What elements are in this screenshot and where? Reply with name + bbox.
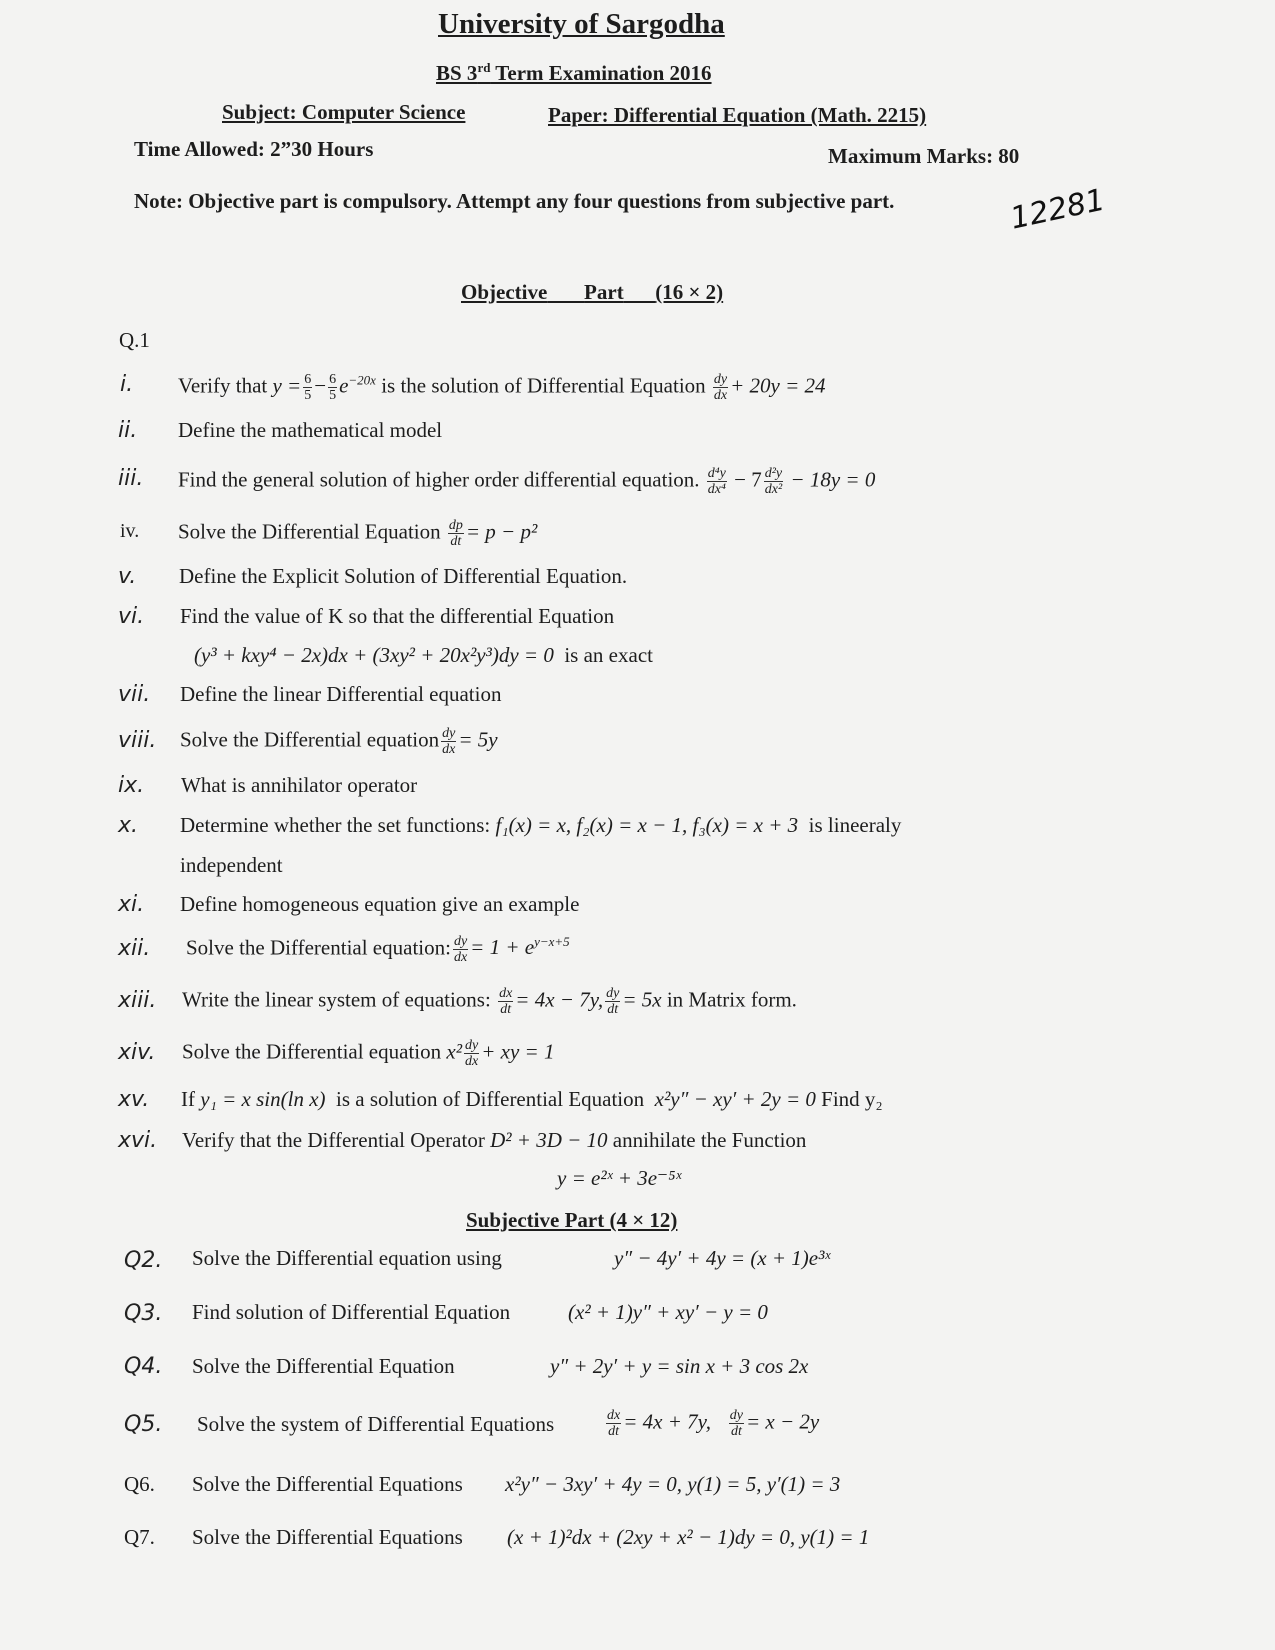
- item-number: iv.: [120, 520, 140, 542]
- time-allowed: Time Allowed: 2”30 Hours: [134, 137, 374, 161]
- item-number: i.: [120, 372, 134, 397]
- subjective-question: Solve the Differential Equations: [192, 1472, 463, 1496]
- exam-title: BS 3rd Term Examination 2016: [436, 60, 712, 85]
- item-number: viii.: [118, 728, 157, 753]
- item-number: xv.: [118, 1087, 150, 1112]
- item-number: iii.: [118, 466, 144, 491]
- subjective-equation: x²y″ − 3xy′ + 4y = 0, y(1) = 5, y′(1) = 3: [505, 1472, 841, 1496]
- item-number: xi.: [118, 892, 145, 917]
- objective-item-function: y = e²ˣ + 3e⁻⁵ˣ: [557, 1166, 682, 1190]
- objective-item: Verify that the Differential Operator D² + 3D − 10 annihilate the Function: [182, 1128, 807, 1152]
- item-number: xvi.: [118, 1128, 158, 1153]
- item-number: xii.: [118, 936, 151, 961]
- subjective-question: Solve the Differential equation using: [192, 1246, 502, 1270]
- subjective-question: Solve the Differential Equations: [192, 1525, 463, 1549]
- question-number: Q7.: [124, 1525, 155, 1549]
- objective-item-continued: independent: [180, 853, 283, 877]
- item-number: ii.: [118, 418, 138, 443]
- subjective-heading: Subjective Part (4 × 12): [466, 1208, 678, 1232]
- objective-item: Define the mathematical model: [178, 418, 443, 442]
- subjective-question: Solve the Differential Equation: [192, 1354, 455, 1378]
- objective-item: Solve the Differential Equation $\frac{dp}{dt}$ = p − p²: [178, 518, 538, 549]
- objective-item-equation: (y³ + kxy⁴ − 2x)dx + (3xy² + 20x²y³)dy = 0 is an exact: [194, 643, 653, 667]
- objective-heading: Objective Part (16 × 2): [461, 280, 724, 304]
- subjective-equation: (x + 1)²dx + (2xy + x² − 1)dy = 0, y(1) = 1: [507, 1525, 870, 1549]
- item-number: ix.: [118, 773, 145, 798]
- objective-item: Find the value of K so that the differential Equation: [180, 604, 615, 628]
- objective-item: If y₁ = x sin(ln x) is a solution of Differential Equation x²y″ − xy′ + 2y = 0 Find y₂: [181, 1087, 883, 1111]
- item-number: v.: [118, 564, 137, 589]
- question-number: Q4.: [124, 1354, 163, 1379]
- note: Note: Objective part is compulsory. Attempt any four questions from subjective part.: [134, 189, 895, 213]
- question-number: Q2.: [124, 1248, 163, 1273]
- subjective-equation: y″ − 4y′ + 4y = (x + 1)e³ˣ: [614, 1246, 831, 1270]
- subject-label: Subject: Computer Science: [222, 100, 466, 124]
- objective-item: What is annihilator operator: [181, 773, 418, 797]
- paper-label: Paper: Differential Equation (Math. 2215): [548, 103, 927, 127]
- q1-label: Q.1: [119, 328, 150, 352]
- item-number: vi.: [118, 604, 145, 629]
- subjective-equation: $\frac{dx}{dt}$ = 4x + 7y, $\frac{dy}{dt}$ = x − 2y: [607, 1408, 820, 1439]
- item-number: x.: [118, 813, 139, 838]
- item-number: vii.: [118, 682, 151, 707]
- question-number: Q5.: [124, 1412, 163, 1437]
- maximum-marks: Maximum Marks: 80: [828, 144, 1020, 168]
- objective-item: Determine whether the set functions: f₁(x) = x, f₂(x) = x − 1, f₃(x) = x + 3 is lineeraly: [180, 813, 902, 837]
- objective-item: Define the linear Differential equation: [180, 682, 502, 706]
- item-number: xiv.: [118, 1040, 156, 1065]
- university-title: University of Sargodha: [438, 8, 725, 40]
- subjective-question: Find solution of Differential Equation: [192, 1300, 511, 1324]
- item-number: xiii.: [118, 988, 157, 1013]
- question-number: Q3.: [124, 1301, 163, 1326]
- objective-item: Write the linear system of equations: $\frac{dx}{dt}$ = 4x − 7y, $\frac{dy}{dt}$ = 5x in Matrix form.: [182, 986, 797, 1017]
- objective-item: Define homogeneous equation give an example: [180, 892, 580, 916]
- objective-item: Solve the Differential equation $\frac{dy}{dx}$ = 5y: [180, 726, 498, 757]
- subjective-equation: y″ + 2y′ + y = sin x + 3 cos 2x: [550, 1354, 809, 1378]
- objective-item: Define the Explicit Solution of Differential Equation.: [179, 564, 628, 588]
- objective-item: Verify that y = $\frac{6}{5}$ − $\frac{6}{5}$ $e^{-20x}$ is the solution of Differential Equation $\frac{dy}{dx}$ + 20y = 24: [178, 372, 826, 403]
- subjective-question: Solve the system of Differential Equations: [197, 1412, 555, 1436]
- objective-item: Solve the Differential equation: $\frac{dy}{dx}$ = $1 + e^{y-x+5}$: [186, 934, 570, 965]
- objective-item: Find the general solution of higher order differential equation. $\frac{\text{d⁴y}}{\text{dx⁴}}$ − 7 $\frac{\text{d²y}}{\text{dx²}}$ − 18y = 0: [178, 466, 876, 497]
- question-number: Q6.: [124, 1472, 155, 1496]
- objective-item: Solve the Differential equation x² $\frac{dy}{dx}$ + xy = 1: [182, 1038, 555, 1069]
- subjective-equation: (x² + 1)y″ + xy′ − y = 0: [568, 1300, 768, 1324]
- handwritten-number: 12281: [1007, 182, 1109, 237]
